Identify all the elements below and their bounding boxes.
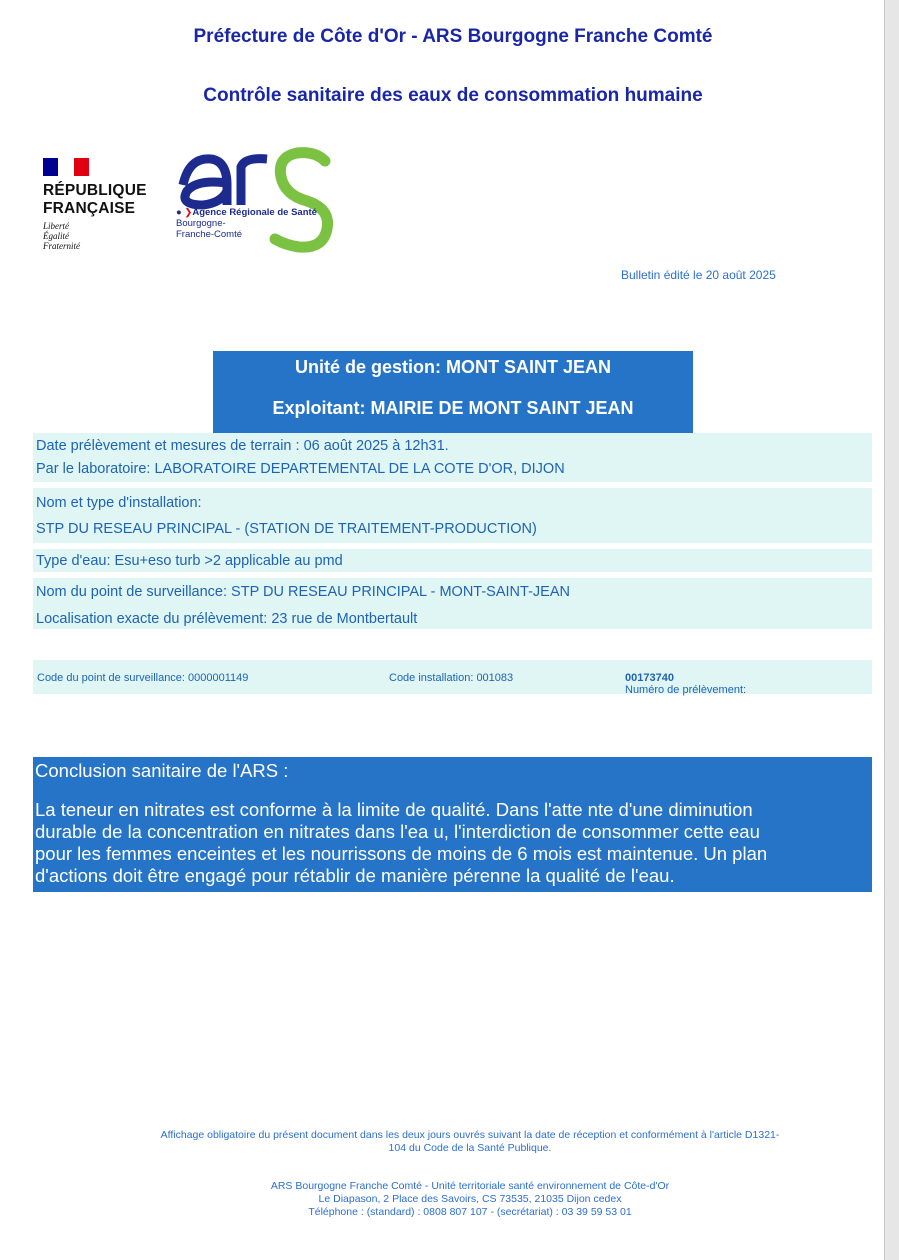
footer-address	[90, 1180, 850, 1219]
footer-notice	[90, 1129, 850, 1155]
ars-region-line2: Franche-Comté	[176, 229, 242, 240]
codes-row	[33, 660, 872, 694]
footer-phone: Téléphone : (standard) : 0808 807 107 - (secrétariat) : 03 39 59 53 01	[308, 1206, 632, 1218]
installation-value: STP DU RESEAU PRINCIPAL - (STATION DE TRAITEMENT-PRODUCTION)	[36, 521, 537, 537]
conclusion-line: durable de la concentration en nitrates dans l'ea u, l'interdiction de consommer cette eau	[35, 821, 760, 842]
footer-address-line1: ARS Bourgogne Franche Comté - Unité territoriale santé environnement de Côte-d'Or	[270, 1180, 670, 1192]
footer-address-line2: Le Diapason, 2 Place des Savoirs, CS 73535, 21035 Dijon cedex	[318, 1193, 622, 1205]
unite-gestion: Unité de gestion: MONT SAINT JEAN	[294, 357, 611, 377]
installation-label: Nom et type d'installation:	[36, 495, 202, 511]
numero-prelevement-value: 00173740	[625, 672, 674, 684]
laboratoire: Par le laboratoire: LABORATOIRE DEPARTEMENTAL DE LA COTE D'OR, DIJON	[36, 461, 565, 477]
numero-prelevement-label: Numéro de prélèvement:	[625, 684, 747, 696]
code-installation: Code installation: 001083	[389, 672, 514, 684]
installation-info	[33, 488, 872, 543]
bulletin-date: Bulletin édité le 20 août 2025	[621, 268, 776, 282]
localisation: Localisation exacte du prélèvement: 23 rue de Montbertault	[36, 611, 418, 627]
prelevement-date: Date prélèvement et mesures de terrain : 06 août 2025 à 12h31.	[36, 438, 449, 454]
motto-egalite: Égalité	[43, 231, 69, 241]
conclusion-title: Conclusion sanitaire de l'ARS :	[35, 760, 289, 781]
ars-logo-text: ● ❯Agence Régionale de Santé Bourgogne- Franche-Comté	[176, 207, 317, 240]
ars-agence-label: Agence Régionale de Santé	[192, 207, 317, 218]
republique-line1: RÉPUBLIQUE	[43, 182, 147, 199]
unit-header-box	[213, 351, 693, 433]
conclusion-line: La teneur en nitrates est conforme à la limite de qualité. Dans l'atte nte d'une diminution	[35, 799, 753, 820]
conclusion-line: d'actions doit être engagé pour rétablir de manière pérenne la qualité de l'eau.	[35, 865, 675, 886]
motto-liberte: Liberté	[43, 221, 69, 231]
surveillance-info	[33, 578, 872, 629]
republique-line2: FRANÇAISE	[43, 200, 136, 217]
motto-fraternite: Fraternité	[43, 241, 80, 251]
conclusion-box	[33, 757, 872, 892]
prelevement-info	[33, 433, 872, 482]
republique-francaise-logo	[43, 158, 147, 251]
conclusion-line: pour les femmes enceintes et les nourrissons de moins de 6 mois est maintenue. Un plan	[35, 843, 768, 864]
tricolor-flag-icon	[43, 158, 89, 176]
document-title: Contrôle sanitaire des eaux de consommation humaine	[203, 85, 703, 106]
conclusion-text	[35, 799, 871, 887]
footer-notice-line2: 104 du Code de la Santé Publique.	[388, 1142, 552, 1154]
point-surveillance: Nom du point de surveillance: STP DU RESEAU PRINCIPAL - MONT-SAINT-JEAN	[36, 584, 570, 600]
exploitant: Exploitant: MAIRIE DE MONT SAINT JEAN	[272, 398, 634, 418]
type-eau: Type d'eau: Esu+eso turb >2 applicable au pmd	[36, 553, 343, 569]
footer-notice-line1: Affichage obligatoire du présent document dans les deux jours ouvrés suivant la date de réception et conformément à l'article D1321-	[160, 1129, 780, 1141]
code-point-surveillance: Code du point de surveillance: 0000001149	[37, 672, 249, 684]
type-eau-info	[33, 549, 872, 572]
prefecture-title: Préfecture de Côte d'Or - ARS Bourgogne Franche Comté	[193, 26, 713, 47]
ars-region-line1: Bourgogne-	[176, 218, 226, 229]
